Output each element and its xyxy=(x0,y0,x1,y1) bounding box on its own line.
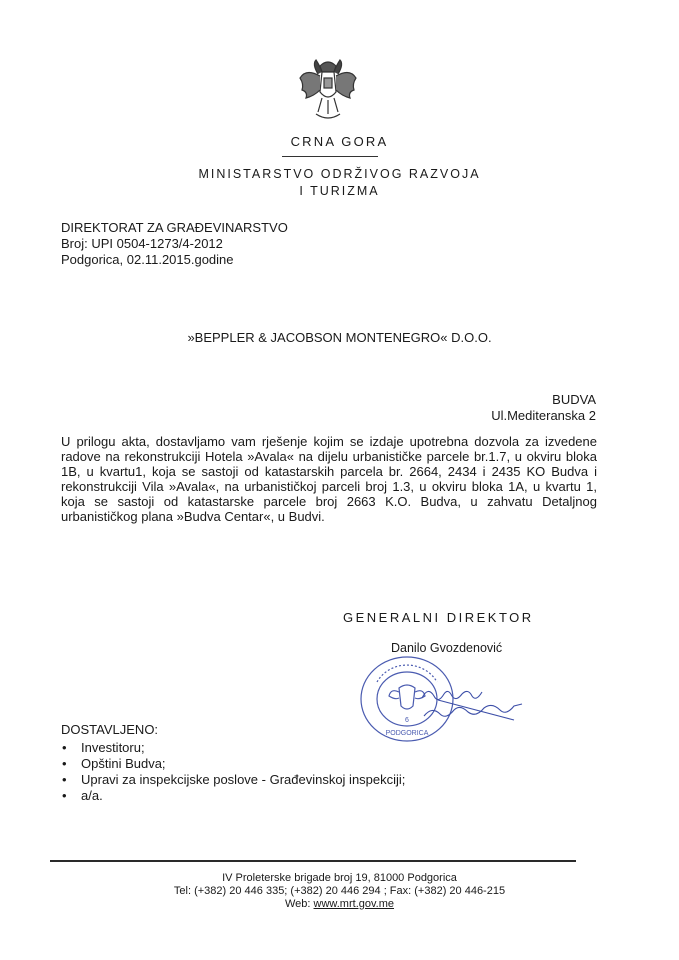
letter-body: U prilogu akta, dostavljamo vam rješenje kojim se izdaje upotrebna dozvola za izvedene radove na rekonstrukciji Hotela »Avala« na dijelu urbanističke parcele br.1.7, u okviru bloka 1B, u kvartu1, koja se sastoji od katastarskih parcela br. 2664, 2434 i 2435 KO Budva i rekonstrukciji Vila »Avala«, na urbanističkoj parceli broj 1.3, u okviru bloka 1A, u kvartu 1, koja se sastoji od katastarske parcele broj 2663 K.O. Budva, u zahvatu Detaljnog urbanističkog plana »Budva Centar«, u Budvi. xyxy=(61,434,597,524)
recipient-name: »BEPPLER & JACOBSON MONTENEGRO« D.O.O. xyxy=(187,330,492,345)
department-name: DIREKTORAT ZA GRAĐEVINARSTVO xyxy=(61,220,288,235)
footer-web xyxy=(0,898,679,911)
ministry-line-1: MINISTARSTVO ODRŽIVOG RAZVOJA xyxy=(198,167,481,181)
footer-web-link[interactable]: www.mrt.gov.me xyxy=(313,898,395,910)
signatory-name: Danilo Gvozdenović xyxy=(391,641,503,655)
footer-address: IV Proleterske brigade broj 19, 81000 Podgorica xyxy=(222,872,457,884)
footer xyxy=(0,872,679,911)
ministry-heading xyxy=(0,166,679,200)
header-divider xyxy=(282,156,378,157)
footer-phones: Tel: (+382) 20 446 335; (+382) 20 446 294 ; Fax: (+382) 20 446-215 xyxy=(173,885,506,897)
footer-divider xyxy=(50,860,576,862)
ministry-line-2: I TURIZMA xyxy=(299,184,380,198)
delivery-item: • Investitoru; xyxy=(61,740,405,756)
footer-web-label: Web: xyxy=(284,898,311,910)
stamp-number: 6 xyxy=(405,717,409,724)
department-block xyxy=(61,220,288,268)
handwritten-signature-icon xyxy=(418,680,528,726)
recipient-address xyxy=(491,392,596,424)
reference-number: Broj: UPI 0504-1273/4-2012 xyxy=(61,236,223,251)
delivery-item: • Upravi za inspekcijske poslove - Građevinskoj inspekciji; xyxy=(61,772,405,788)
delivery-label: DOSTAVLJENO: xyxy=(61,722,159,737)
stamp-city: PODGORICA xyxy=(385,730,429,737)
country-heading: CRNA GORA xyxy=(290,134,389,149)
recipient-street: Ul.Mediteranska 2 xyxy=(491,408,596,423)
place-date: Podgorica, 02.11.2015.godine xyxy=(61,252,234,267)
coat-of-arms-icon xyxy=(296,58,360,124)
recipient-city: BUDVA xyxy=(552,392,596,407)
signatory-title: GENERALNI DIREKTOR xyxy=(343,610,534,625)
delivery-item: • Opštini Budva; xyxy=(61,756,405,772)
delivery-item: • a/a. xyxy=(61,788,405,804)
delivery-list xyxy=(61,740,405,804)
